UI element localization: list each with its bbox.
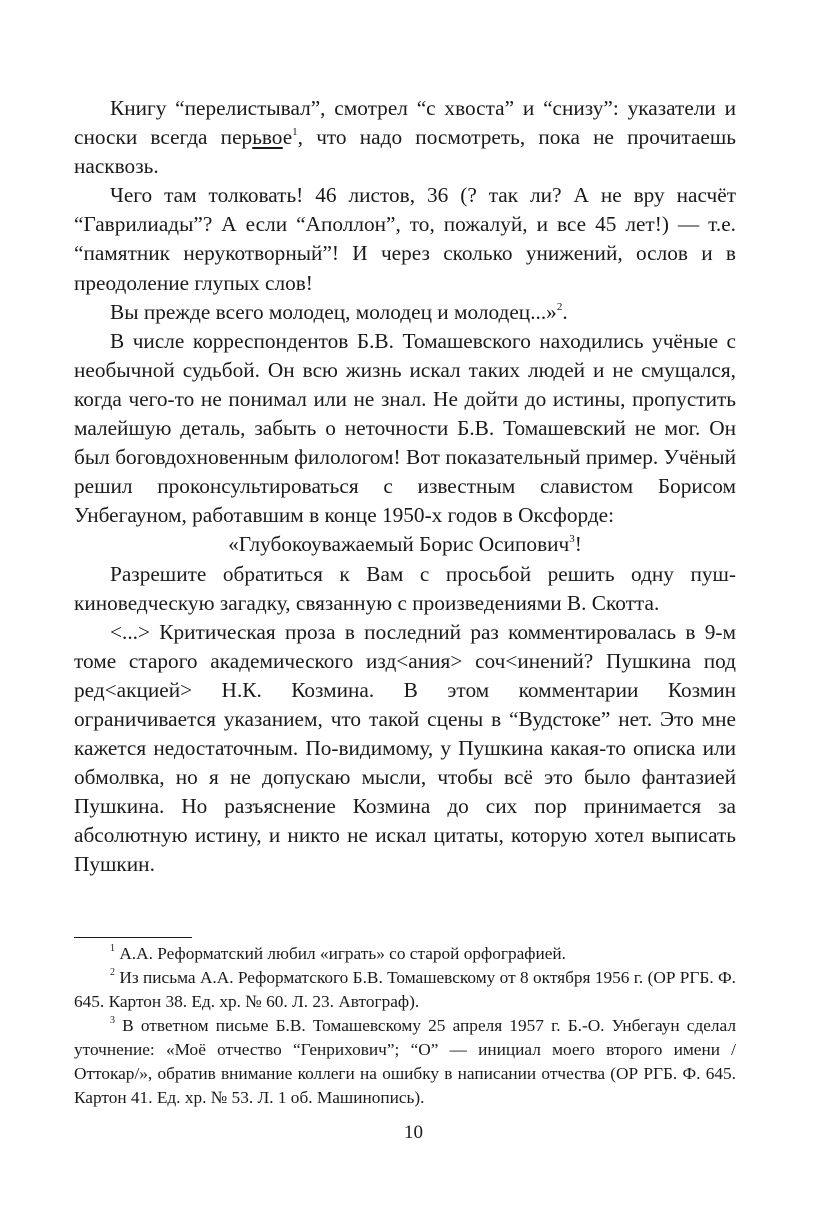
paragraph-7: <...> Критическая проза в последний раз комментировалась в 9-м томе старого академического изд<ания> соч<инений? Пушкина под ред<акцией> Н.К. Козмина. В этом комментарии Козмин ограничивается указанием, что такой сцены в “Вудстоке” нет. Это мне кажется недостаточным. По-видимому, у Пушкина какая-то описка или обмолвка, но я не допускаю мысли, чтобы всё это было фантазией Пушкина. Но разъяснение Козмина до сих пор принимается за абсолютную истину, и никто не искал цитаты, которую хотел выписать Пушкин.: [74, 619, 736, 877]
page-number: 10: [404, 1122, 423, 1143]
paragraph-2: Чего там толковать! 46 листов, 36 (? так ли? А не вру насчёт “Гаврилиады”? А если “Аполлон”, то, пожалуй, и все 45 лет!) — т.е. “памятник нерукотворный”! И через сколько унижений, ослов и в преодоление глупых слов!: [74, 183, 736, 295]
paragraph-1: [74, 94, 736, 181]
footnote-3: [74, 1014, 736, 1110]
paragraph-1-text-a: Книгу “перелистывал”, смотрел “с хвоста” и “снизу”: указатели и сноски всегда пер: [74, 96, 736, 150]
footnote-divider: [74, 937, 192, 938]
paragraph-1-text-c: , что надо посмотреть, пока не прочитаешь насквозь.: [74, 125, 736, 179]
paragraph-4: В числе корреспондентов Б.В. Томашевского находились учёные с необычной судьбой. Он всю жизнь искал таких людей и не смущался, когда чего-то не понимал или не знал. Не дойти до истины, пропустить малейшую деталь, забыть о неточности Б.В. Томашевский не мог. Он был боговдохновенным филологом! Вот показательный пример. Учёный решил проконсультироваться с известным славистом Борисом Унбегауном, работавшим в конце 1950-х годов в Оксфорде:: [74, 328, 736, 528]
footnote-2-mark: 2: [110, 967, 115, 979]
footnote-ref-3[interactable]: 3: [569, 533, 575, 546]
paragraph-3: [74, 298, 736, 327]
footnote-1: [74, 942, 736, 966]
main-text: [74, 94, 736, 880]
footnote-ref-2[interactable]: 2: [556, 300, 563, 313]
footnote-2-text: Из письма А.А. Реформатского Б.В. Томашевскому от 8 октября 1956 г. (ОР РГБ. Ф. 645. Картон 38. Ед. хр. № 60. Л. 23. Автограф).: [74, 968, 736, 1011]
salutation-tail: !: [574, 532, 582, 557]
footnote-ref-1[interactable]: 1: [292, 126, 298, 138]
paragraph-6: Разрешите обратиться к Вам с просьбой решить одну пушкиноведческую загадку, связанную с произведениями В. Скотта.: [74, 561, 736, 615]
footnote-3-text: В ответном письме Б.В. Томашевскому 25 апреля 1957 г. Б.-О. Унбегаун сделал уточнение: «Моё отчество “Генрихович”; “О” — инициал моего второго имени /Оттокар/», обратив внимание коллеги на ошибку в написании отчества (ОР РГБ. Ф. 645. Картон 41. Ед. хр. № 53. Л. 1 об. Машинопись).: [74, 1016, 736, 1107]
paragraph-3-tail: .: [562, 299, 568, 324]
underlined-word-part: ьво: [252, 125, 283, 150]
footnote-2: [74, 966, 736, 1014]
letter-salutation: [74, 530, 736, 559]
footnote-1-text: А.А. Реформатский любил «играть» со старой орфографией.: [115, 944, 566, 963]
paragraph-1-text-b: е: [282, 125, 293, 150]
salutation-text: «Глубокоуважаемый Борис Осипович: [228, 532, 570, 557]
footnote-3-mark: 3: [110, 1015, 115, 1027]
paragraph-3-text: Вы прежде всего молодец, молодец и молодец...»: [110, 299, 557, 324]
footnote-1-mark: 1: [110, 943, 115, 955]
footnotes: [74, 942, 736, 1110]
